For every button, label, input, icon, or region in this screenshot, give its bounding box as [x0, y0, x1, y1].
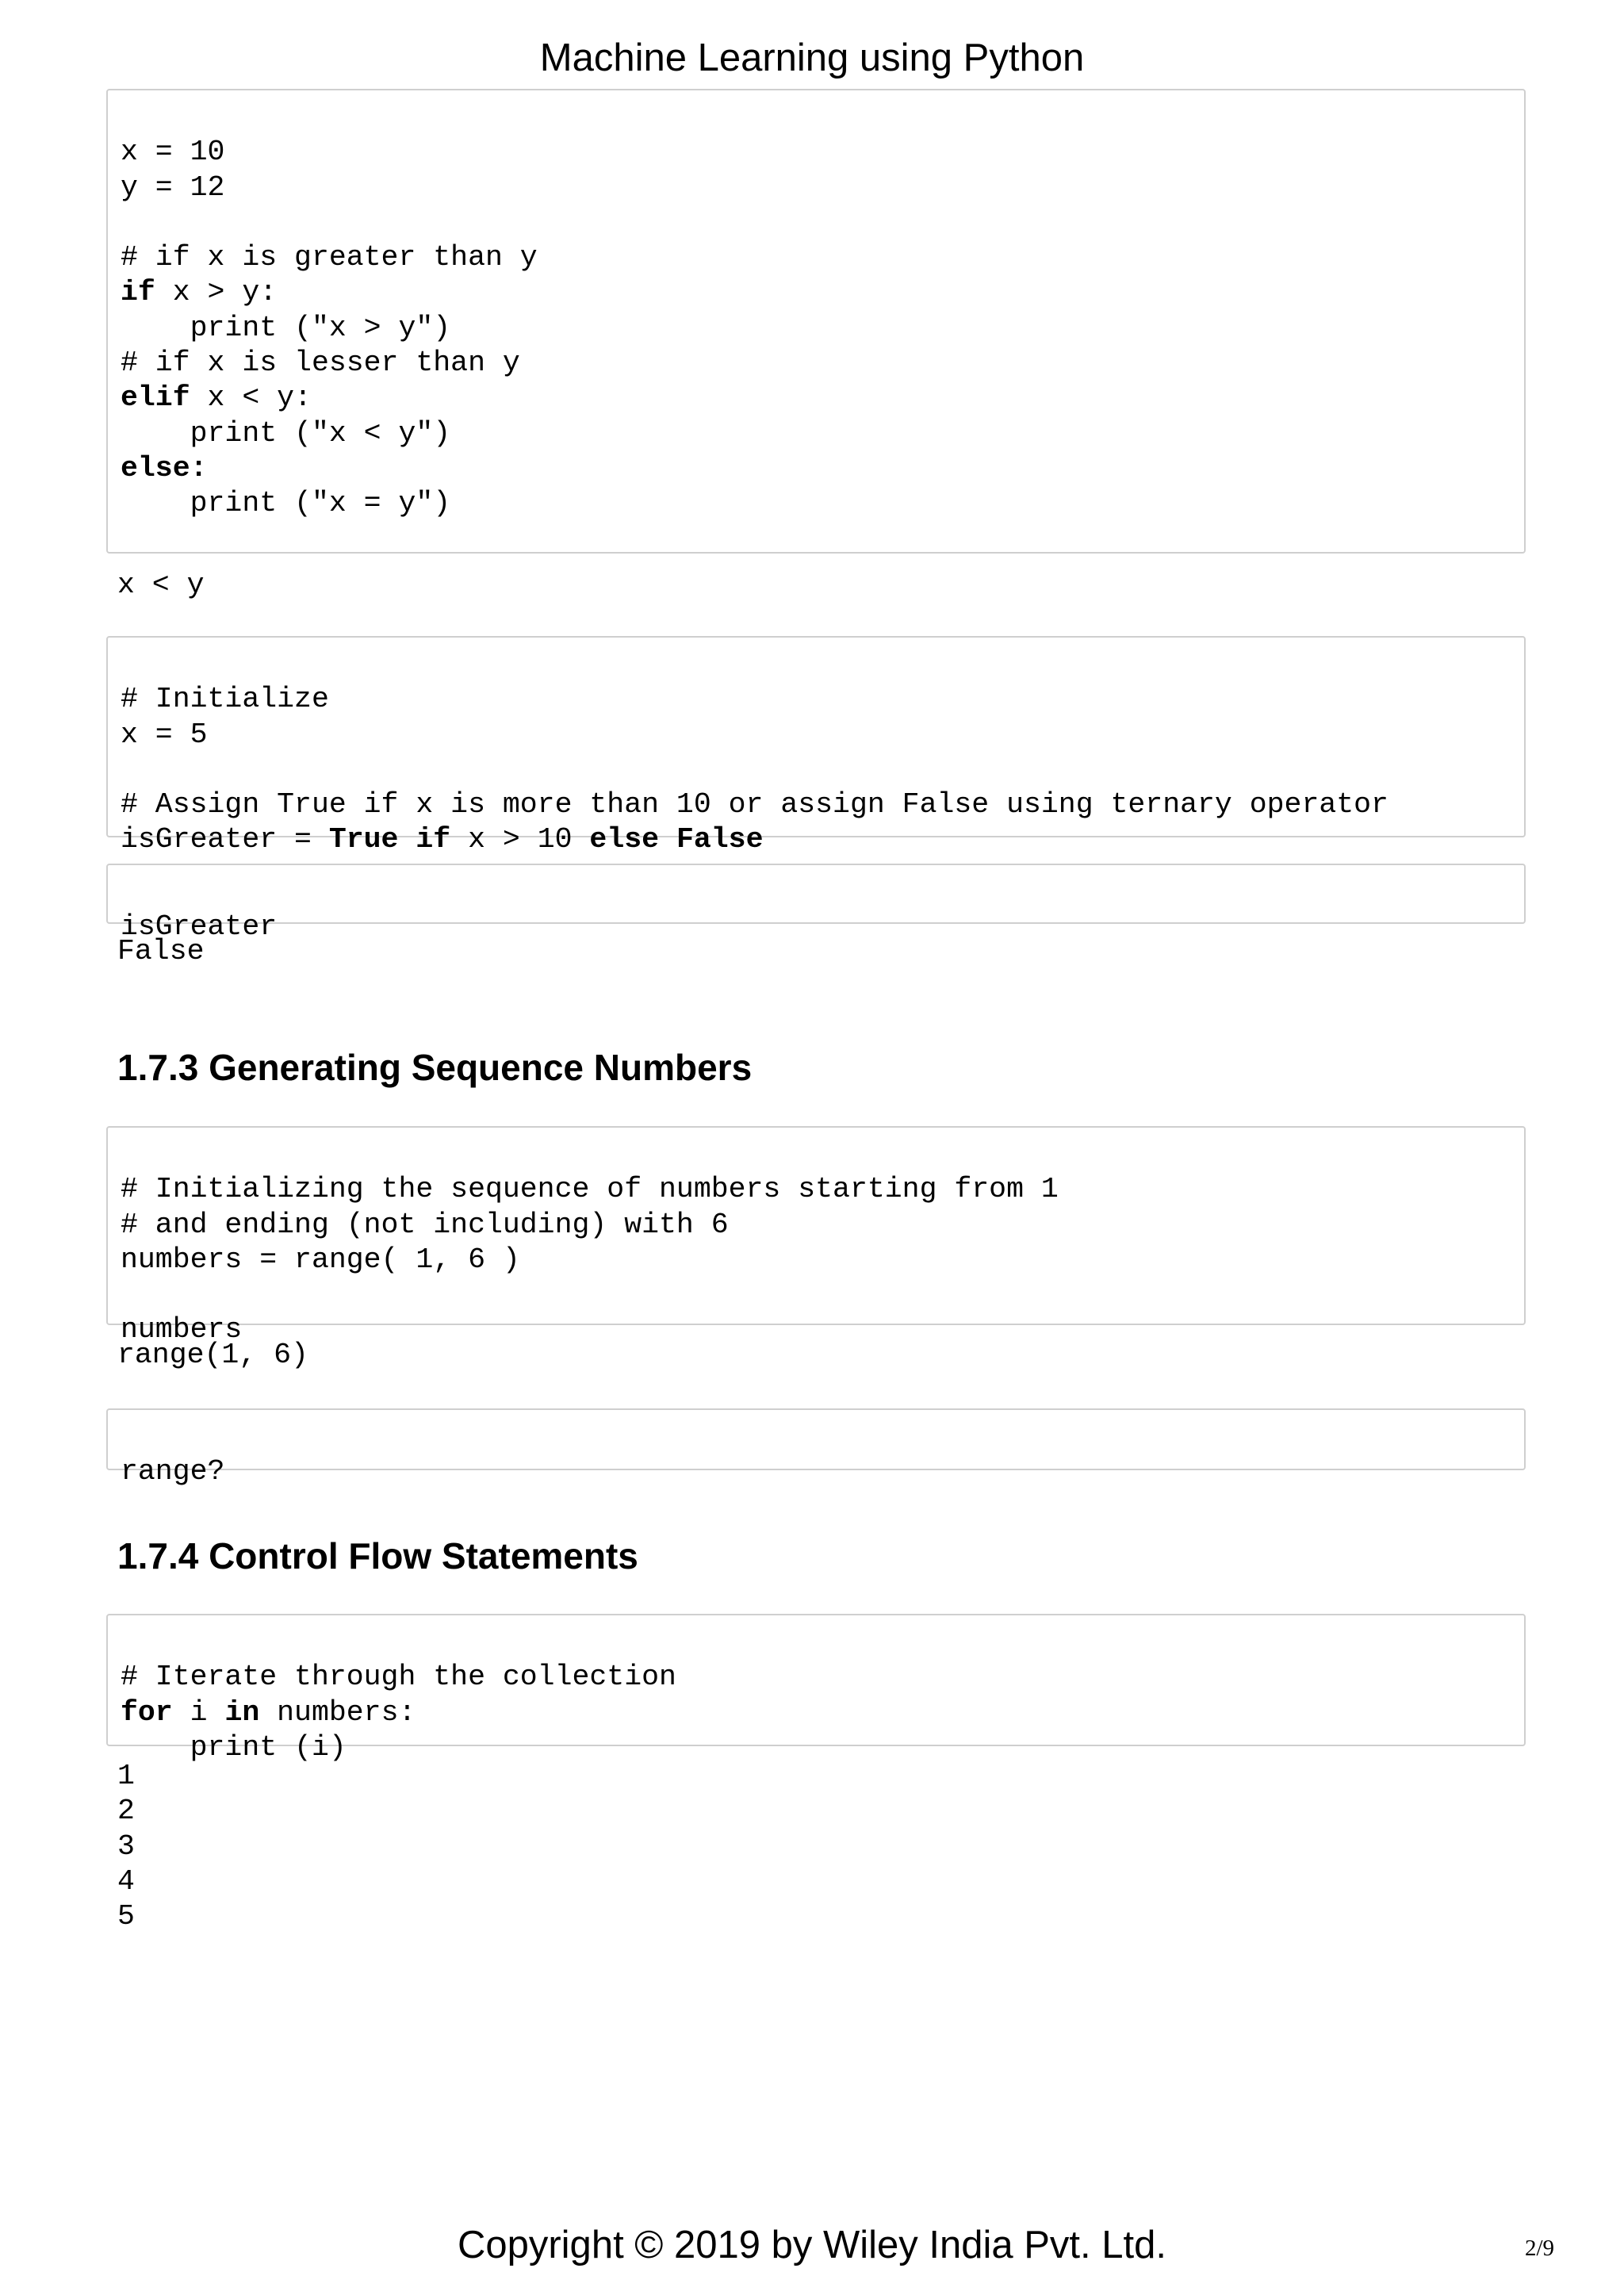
code-comment: # Initializing the sequence of numbers starting from 1 — [121, 1173, 1059, 1206]
code-line: print ("x = y") — [121, 487, 451, 520]
code-text: isGreater = — [121, 823, 329, 856]
page-number: 2/9 — [1524, 2236, 1554, 2261]
code-line-blank — [121, 205, 1511, 240]
output-line: 2 — [117, 1795, 135, 1828]
code-comment: # Assign True if x is more than 10 or assign False using ternary operator — [121, 788, 1388, 822]
code-cell-for-loop[interactable] — [106, 1614, 1526, 1764]
keyword-in: in — [224, 1695, 260, 1729]
code-comment: # Initialize — [121, 683, 329, 716]
code-line — [121, 1695, 1511, 1730]
code-line: print ("x < y") — [121, 416, 451, 450]
keyword-elif: elif — [121, 381, 190, 415]
code-comment: # if x is greater than y — [121, 241, 538, 274]
code-text — [659, 823, 676, 856]
code-text: numbers: — [259, 1695, 416, 1729]
code-comment: # and ending (not including) with 6 — [121, 1208, 729, 1241]
code-cell-ternary[interactable] — [106, 636, 1526, 856]
section-heading: 1.7.4 Control Flow Statements — [117, 1535, 638, 1577]
output-line: 3 — [117, 1829, 135, 1863]
page-header-title: Machine Learning using Python — [539, 36, 1085, 79]
code-line: range? — [121, 1455, 225, 1488]
keyword-false: False — [676, 823, 764, 856]
code-line: x = 10 — [121, 136, 225, 169]
code-cell-range-help[interactable] — [106, 1408, 1526, 1488]
code-comment: # if x is lesser than y — [121, 347, 520, 380]
code-line — [121, 275, 1511, 310]
keyword-else: else: — [121, 451, 208, 485]
cell-output: False — [117, 935, 205, 967]
code-line — [121, 381, 1511, 416]
output-line: 4 — [117, 1864, 135, 1898]
code-cell-isgreater[interactable] — [106, 864, 1526, 944]
section-heading: 1.7.3 Generating Sequence Numbers — [117, 1047, 753, 1088]
cell-output: range(1, 6) — [117, 1339, 308, 1371]
code-line: numbers — [121, 1313, 243, 1347]
cell-output: x < y — [117, 569, 205, 601]
code-text: x > 10 — [450, 823, 590, 856]
code-cell-range[interactable] — [106, 1126, 1526, 1347]
keyword-if: if — [416, 823, 451, 856]
code-line: y = 12 — [121, 170, 225, 204]
code-line — [121, 451, 1511, 486]
keyword-true: True — [328, 823, 399, 856]
code-line: print (i) — [121, 1730, 347, 1764]
output-line: 5 — [117, 1900, 135, 1933]
keyword-if: if — [121, 276, 155, 309]
code-line — [121, 822, 1511, 857]
code-line: isGreater — [121, 910, 278, 944]
code-text: x > y: — [155, 276, 278, 309]
code-line: print ("x > y") — [121, 311, 451, 344]
code-line-blank — [121, 753, 1511, 787]
code-cell-if-elif[interactable] — [106, 89, 1526, 554]
code-text: i — [172, 1695, 225, 1729]
keyword-else: else — [589, 823, 660, 856]
keyword-for: for — [121, 1695, 173, 1729]
code-line: x = 5 — [121, 718, 208, 751]
cell-output-list — [117, 1759, 135, 1934]
page-footer-copyright: Copyright © 2019 by Wiley India Pvt. Ltd. — [457, 2224, 1167, 2266]
code-text: x < y: — [190, 381, 312, 415]
output-line: 1 — [117, 1760, 135, 1792]
code-text — [398, 823, 416, 856]
code-line-blank — [121, 1278, 1511, 1312]
code-line: numbers = range( 1, 6 ) — [121, 1243, 520, 1276]
code-comment: # Iterate through the collection — [121, 1661, 676, 1694]
